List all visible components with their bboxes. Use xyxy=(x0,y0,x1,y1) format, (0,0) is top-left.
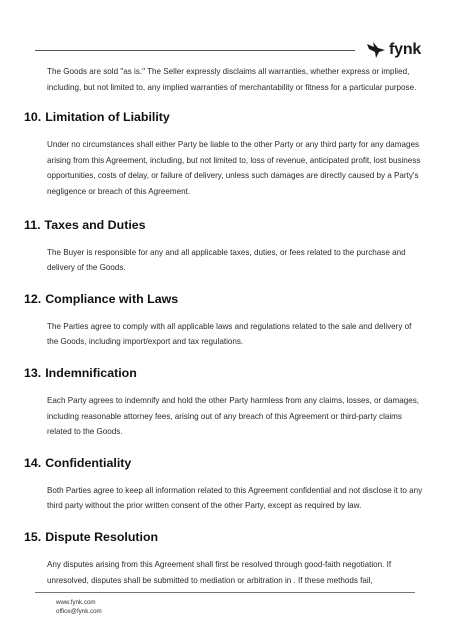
brand-name: fynk xyxy=(389,41,422,58)
section-title: Compliance with Laws xyxy=(45,291,179,306)
section-body: Any disputes arising from this Agreement shall first be resolved through good-faith negotiation. If unresolved, disputes shall be submitted to mediation or arbitration in . If these methods fail, xyxy=(47,559,392,585)
footer xyxy=(56,598,102,616)
section-dispute-resolution xyxy=(24,529,424,588)
section-compliance-with-laws xyxy=(24,291,424,350)
section-number: 11. xyxy=(24,217,41,232)
section-heading xyxy=(24,109,424,125)
section-number: 14. xyxy=(24,455,42,470)
section-title: Limitation of Liability xyxy=(45,110,170,125)
section-heading xyxy=(24,455,424,471)
section-heading xyxy=(24,529,424,545)
footer-website[interactable]: www.fynk.com xyxy=(56,599,96,606)
section-number: 15. xyxy=(24,529,42,544)
section-body: Under no circumstances shall either Party be liable to the other Party or any third party for any damages arising from this Agreement, including, but not limited to, loss of revenue, anticipated profit, lost business opportunities, costs of delay, or failure of delivery, unless such damages are directly caused by a Party's negligence or breach of this Agreement. xyxy=(47,140,421,196)
section-heading xyxy=(24,217,424,233)
intro-paragraph: The Goods are sold "as is." The Seller expressly disclaims all warranties, whether express or implied, including, but not limited to, any implied warranties of merchantability or fitness for a particular purpose. xyxy=(47,67,417,92)
header-divider xyxy=(35,50,355,51)
section-title: Indemnification xyxy=(45,365,137,380)
footer-email[interactable]: office@fynk.com xyxy=(56,608,102,615)
section-body: The Buyer is responsible for any and all applicable taxes, duties, or fees related to the purchase and delivery of the Goods. xyxy=(47,247,406,273)
section-number: 13. xyxy=(24,365,42,380)
section-body: The Parties agree to comply with all applicable laws and regulations related to the sale and delivery of the Goods, including import/export and tax regulations. xyxy=(47,321,412,347)
section-indemnification xyxy=(24,365,424,440)
section-heading xyxy=(24,365,424,381)
section-body: Each Party agrees to indemnify and hold the other Party harmless from any claims, losses, or damages, including reasonable attorney fees, arising out of any breach of this Agreement or third-party claims related to the Goods. xyxy=(47,395,420,437)
brand-logo xyxy=(366,40,421,60)
section-title: Taxes and Duties xyxy=(44,217,146,232)
section-heading xyxy=(24,291,424,307)
section-confidentiality xyxy=(24,455,424,514)
section-limitation-of-liability xyxy=(24,109,424,199)
section-taxes-and-duties xyxy=(24,217,424,276)
section-title: Confidentiality xyxy=(45,455,132,470)
footer-divider xyxy=(35,592,415,593)
document-body xyxy=(24,64,424,588)
section-title: Dispute Resolution xyxy=(45,529,159,544)
section-body: Both Parties agree to keep all information related to this Agreement confidential and not disclose it to any third party without the prior written consent of the other Party, except as required by law. xyxy=(47,485,423,511)
bird-logo-icon xyxy=(366,41,386,59)
section-number: 12. xyxy=(24,291,42,306)
section-number: 10. xyxy=(24,110,42,125)
